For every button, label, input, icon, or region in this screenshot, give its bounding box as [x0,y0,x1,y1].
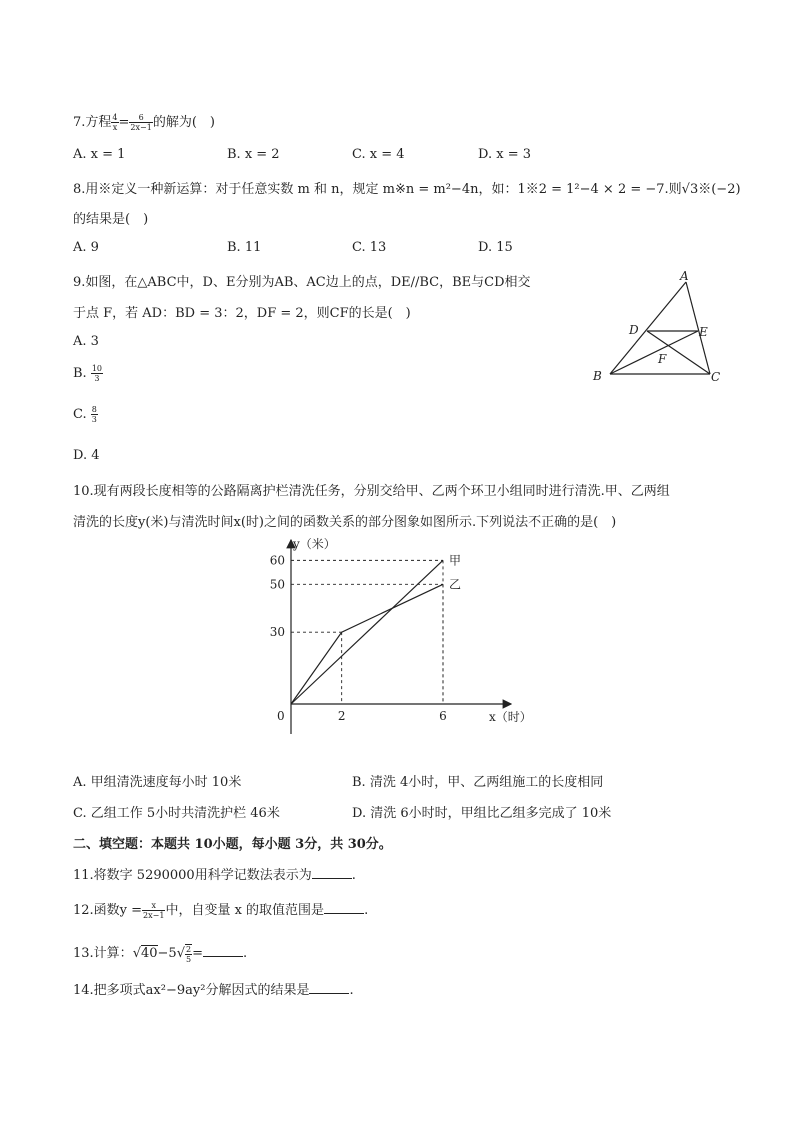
label-f: F [658,352,667,366]
section-heading-fill-in: 二、填空题：本题共 10小题，每小题 3分，共 30分。 [73,837,392,852]
q10-option-b[interactable]: B. 清洗 4小时，甲、乙两组施工的长度相同 [352,775,604,790]
label-c: C [711,370,721,384]
q7-option-b[interactable]: B. x = 2 [227,147,280,162]
q9-stem-line1: 9.如图，在△ABC中，D、E分别为AB、AC边上的点，DE//BC，BE与CD相交 [73,275,531,290]
q10-line-chart [258,532,538,742]
q9-triangle-figure [588,268,728,390]
series-line-1 [291,560,443,704]
series-label-2: 乙 [449,577,462,592]
q9-option-c[interactable]: C. $\frac{8}{3}$ [73,405,97,424]
q9-option-d[interactable]: D. 4 [73,448,100,463]
label-e: E [699,325,708,339]
x-axis-label: x（时） [489,710,532,724]
q7-fraction-2: $\frac{6}{2x-1}$ [130,113,152,132]
q10-option-d[interactable]: D. 清洗 6小时时，甲组比乙组多完成了 10米 [352,806,612,821]
q9-option-a[interactable]: A. 3 [73,334,99,349]
x-tick-label-2: 2 [337,709,346,723]
y-tick-label-1: 30 [269,625,285,640]
q9-option-b-fraction: $\frac{10}{3}$ [91,364,103,383]
q10-option-a[interactable]: A. 甲组清洗速度每小时 10米 [73,775,242,790]
y-axis-label: y（米） [293,537,336,551]
q11-stem: 11.将数字 5290000用科学记数法表示为 . [73,868,356,883]
q13-sqrt-40: √40 [132,946,158,961]
label-a: A [680,269,689,283]
q7-fraction-1: $\frac{4}{x}$ [112,113,118,132]
series-label-1: 甲 [449,553,462,568]
x-tick-label-1: 0 [277,709,285,723]
q8-option-a[interactable]: A. 9 [73,240,99,255]
q13-stem: 13.计算：√40−5√ $\frac{2}{5}$ = . [73,944,248,964]
q10-stem-line2: 清洗的长度y(米)与清洗时间x(时)之间的函数关系的部分图象如图所示.下列说法不正确的是( ) [73,515,617,530]
label-b: B [593,369,602,383]
q12-fraction: $\frac{x}{2x-1}$ [143,901,165,920]
q10-stem-line1: 10.现有两段长度相等的公路隔离护栏清洗任务，分别交给甲、乙两个环卫小组同时进行清洗.甲、乙两组 [73,484,670,499]
q14-stem: 14.把多项式ax²−9ay²分解因式的结果是 . [73,983,354,998]
q7-option-a[interactable]: A. x = 1 [73,147,126,162]
x-tick-label-3: 6 [439,709,447,723]
q8-option-b[interactable]: B. 11 [227,240,262,255]
q10-option-c[interactable]: C. 乙组工作 5小时共清洗护栏 46米 [73,806,280,821]
q11-answer-blank[interactable] [312,868,352,879]
q8-option-c[interactable]: C. 13 [352,240,387,255]
q13-sqrt-fraction: √ $\frac{2}{5}$ [176,944,192,964]
q8-stem-line2: 的结果是( ) [73,212,149,227]
q8-stem-line1: 8.用※定义一种新运算：对于任意实数 m 和 n，规定 m※n = m²−4n，如：1※2 = 1²−4 × 2 = −7.则√3※(−2) [73,182,741,197]
q12-answer-blank[interactable] [324,903,364,914]
q9-option-c-fraction: $\frac{8}{3}$ [91,405,97,424]
q14-answer-blank[interactable] [309,983,349,994]
q12-stem: 12.函数y = $\frac{x}{2x-1}$ 中，自变量 x 的取值范围是 . [73,901,369,920]
q7-option-c[interactable]: C. x = 4 [352,147,405,162]
q9-option-b[interactable]: B. $\frac{10}{3}$ [73,364,103,383]
q9-stem-line2: 于点 F，若 AD：BD = 3：2，DF = 2，则CF的长是( ) [73,306,411,321]
y-tick-label-3: 60 [269,553,285,568]
label-d: D [629,323,639,337]
q8-option-d[interactable]: D. 15 [478,240,513,255]
q7-stem: 7.方程 $\frac{4}{x}$ = $\frac{6}{2x-1}$ 的解为( ) [73,113,215,132]
edge-ab [610,282,686,374]
segment-be [610,331,698,374]
series-line-2 [291,584,443,704]
y-tick-label-2: 50 [269,577,285,592]
q7-option-d[interactable]: D. x = 3 [478,147,531,162]
q13-answer-blank[interactable] [203,946,243,957]
